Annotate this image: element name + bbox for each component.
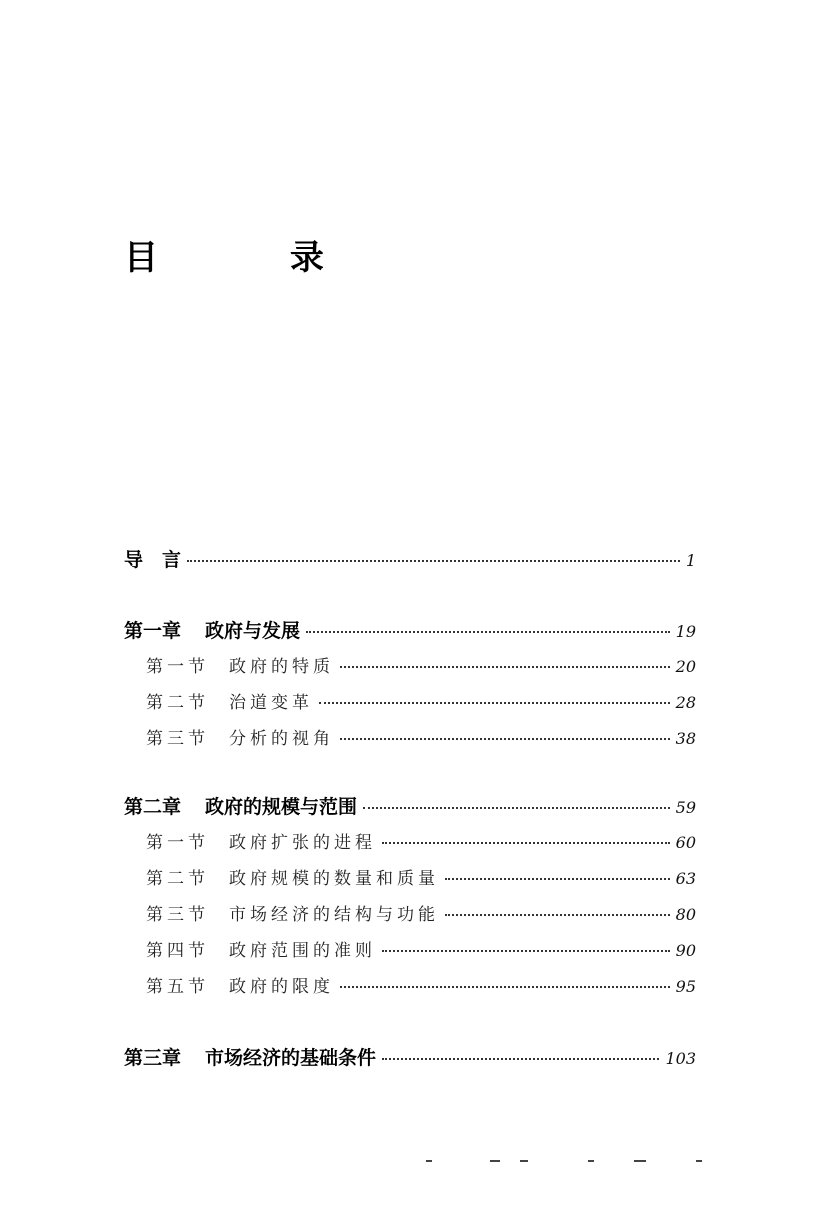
- toc-page-number: 38: [675, 729, 696, 748]
- section-number: 第五节: [146, 977, 209, 997]
- toc-page-number: 80: [675, 905, 696, 924]
- toc-section-title: [146, 688, 313, 713]
- toc-entry-section-1-1[interactable]: [146, 652, 696, 676]
- toc-section-title: [146, 828, 376, 853]
- toc-section-title: [146, 972, 334, 997]
- toc-entry-chapter-3[interactable]: [124, 1043, 696, 1067]
- toc-page-number: 1: [685, 551, 696, 570]
- chapter-title-text: 市场经济的基础条件: [205, 1047, 377, 1069]
- toc-intro-title: 导 言: [124, 549, 182, 571]
- section-number: 第一节: [146, 833, 209, 853]
- chapter-title-text: 政府的规模与范围: [205, 796, 358, 818]
- toc-page-number: 103: [665, 1049, 696, 1068]
- toc-chapter-title: [124, 616, 300, 643]
- toc-chapter-title: [124, 792, 357, 819]
- scan-artifact-marks: [420, 1160, 710, 1170]
- dot-leader: [340, 666, 670, 668]
- section-number: 第三节: [146, 905, 209, 925]
- toc-section-title: [146, 864, 439, 889]
- toc-section-title: [146, 652, 334, 677]
- toc-entry-chapter-2[interactable]: [124, 792, 696, 816]
- dot-leader: [445, 914, 670, 916]
- chapter-title-text: 政府与发展: [205, 620, 301, 642]
- chapter-number: 第一章: [124, 620, 182, 642]
- toc-entry-section-1-3[interactable]: [146, 724, 696, 748]
- dot-leader: [445, 878, 670, 880]
- toc-section-title: [146, 900, 439, 925]
- section-title-text: 政府的特质: [229, 657, 334, 677]
- toc-entry-section-2-3[interactable]: [146, 900, 696, 924]
- section-title-text: 市场经济的结构与功能: [229, 905, 439, 925]
- section-title-text: 政府范围的准则: [229, 941, 376, 961]
- section-title-text: 政府的限度: [229, 977, 334, 997]
- dot-leader: [340, 738, 670, 740]
- toc-section-title: [146, 724, 334, 749]
- dot-leader: [187, 560, 680, 562]
- toc-entry-section-2-4[interactable]: [146, 936, 696, 960]
- toc-entry-intro[interactable]: [124, 545, 696, 569]
- page-title: 目 录: [124, 238, 384, 278]
- section-title-text: 分析的视角: [229, 729, 334, 749]
- dot-leader: [319, 702, 670, 704]
- toc-entry-section-2-5[interactable]: [146, 972, 696, 996]
- section-number: 第一节: [146, 657, 209, 677]
- dot-leader: [382, 1058, 659, 1060]
- section-title-text: 政府扩张的进程: [229, 833, 376, 853]
- toc-page-number: 90: [675, 941, 696, 960]
- chapter-number: 第三章: [124, 1047, 182, 1069]
- toc-page-number: 28: [675, 693, 696, 712]
- toc-page-number: 95: [675, 977, 696, 996]
- toc-entry-section-2-1[interactable]: [146, 828, 696, 852]
- chapter-number: 第二章: [124, 796, 182, 818]
- dot-leader: [382, 842, 670, 844]
- dot-leader: [306, 631, 670, 633]
- section-title-text: 治道变革: [229, 693, 313, 713]
- toc-page-number: 19: [675, 622, 696, 641]
- toc-page-number: 60: [675, 833, 696, 852]
- toc-entry-section-2-2[interactable]: [146, 864, 696, 888]
- toc-page-number: 63: [675, 869, 696, 888]
- toc-entry-chapter-1[interactable]: [124, 616, 696, 640]
- dot-leader: [340, 986, 670, 988]
- section-number: 第四节: [146, 941, 209, 961]
- toc-page-number: 20: [675, 657, 696, 676]
- toc-page-number: 59: [675, 798, 696, 817]
- toc-entry-section-1-2[interactable]: [146, 688, 696, 712]
- dot-leader: [363, 807, 670, 809]
- section-number: 第二节: [146, 869, 209, 889]
- section-number: 第三节: [146, 729, 209, 749]
- dot-leader: [382, 950, 670, 952]
- toc-section-title: [146, 936, 376, 961]
- section-number: 第二节: [146, 693, 209, 713]
- section-title-text: 政府规模的数量和质量: [229, 869, 439, 889]
- toc-chapter-title: [124, 1043, 376, 1070]
